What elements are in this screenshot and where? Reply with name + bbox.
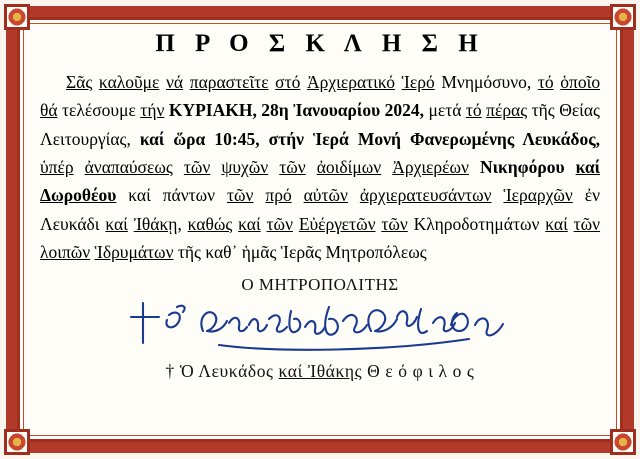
text-run: ἐν Λευκάδι	[40, 185, 601, 234]
signature-area	[40, 297, 600, 359]
text-run	[210, 157, 221, 177]
text-run: τῶν	[279, 157, 306, 178]
text-run: αὐτῶν	[303, 185, 348, 206]
text-run: τῶν	[573, 213, 601, 234]
text-run: πρό	[265, 185, 292, 206]
text-run: καί Ἰθάκης	[278, 361, 363, 382]
corner-ornament-icon	[4, 4, 30, 30]
text-run: † Ὁ Λευκάδος	[165, 361, 279, 382]
handwritten-signature	[125, 297, 515, 355]
text-run: ἀναπαύσεως	[84, 157, 173, 178]
signature-name-line	[40, 361, 600, 382]
text-run: καθώς	[187, 213, 233, 234]
text-run: ὁποῖο	[560, 72, 601, 92]
text-run	[395, 72, 402, 92]
text-run: τό	[537, 72, 554, 92]
text-run	[469, 157, 480, 177]
text-run: καλοῦμε	[98, 72, 160, 92]
text-run: τῶν	[266, 213, 293, 234]
text-run: μετά	[424, 100, 466, 121]
text-run: νά	[166, 72, 184, 92]
text-run: στό	[275, 72, 301, 92]
text-run: καί πάντων	[116, 185, 227, 206]
text-run: Νικηφόρου	[479, 157, 565, 178]
corner-ornament-icon	[610, 4, 636, 30]
text-run	[183, 72, 190, 92]
text-run	[565, 157, 576, 177]
text-run	[292, 185, 304, 205]
metropolitan-label: Ο ΜΗΤΡΟΠΟΛΙΤΗΣ	[241, 275, 399, 295]
text-run: ὑπέρ	[40, 157, 74, 178]
text-run: θά	[40, 100, 58, 121]
text-run: καί	[545, 213, 568, 234]
text-run: Κληροδοτημάτων	[407, 213, 546, 234]
text-run: καί	[105, 213, 128, 234]
text-run: λοιπῶν	[40, 242, 91, 263]
text-run: ἀοιδίμων	[316, 157, 382, 178]
text-run: τήν	[140, 100, 165, 121]
text-run: Ἱερό	[401, 72, 435, 92]
page-title: Π Ρ Ο Σ Κ Λ Η Σ Η	[155, 30, 485, 57]
text-run	[348, 185, 360, 205]
text-run: Ἱδρυμάτων	[94, 242, 174, 263]
text-run	[492, 185, 504, 205]
text-run: Σᾶς	[66, 72, 93, 92]
text-run: τῶν	[183, 157, 211, 178]
text-run: καί Δωροθέου	[40, 157, 601, 206]
text-run	[381, 157, 392, 177]
text-run	[253, 185, 265, 205]
corner-ornament-icon	[610, 429, 636, 455]
text-run: Θ ε ό φ ι λ ο ς	[362, 361, 475, 382]
text-run	[268, 157, 279, 177]
text-run	[74, 157, 85, 177]
invitation-body-paragraph	[40, 68, 600, 266]
text-run: πέρας	[486, 100, 528, 121]
text-run: καί ὥρα 10:45, στήν Ἱερά Μονή Φανερωμένης Λευκάδος,	[139, 128, 600, 149]
text-run: τῆς Θείας Λειτουργίας,	[40, 100, 600, 149]
text-run: Μνημόσυνο,	[434, 72, 538, 92]
text-run: ἀρχιερατευσάντων	[359, 185, 492, 206]
text-run: τελέσουμε	[57, 100, 141, 121]
text-run: Εὐέργετῶν	[298, 213, 376, 234]
text-run: τό	[465, 100, 482, 121]
text-run: καί	[238, 213, 261, 234]
text-run: τῶν	[381, 213, 408, 234]
text-run: παραστεῖτε	[189, 72, 269, 92]
text-run: Ἰθάκῃ,	[133, 213, 182, 234]
text-run: τῶν	[227, 185, 254, 206]
corner-ornament-icon	[4, 429, 30, 455]
text-run	[92, 72, 99, 92]
text-run: Ἱεραρχῶν	[503, 185, 573, 206]
text-run: ΚΥΡΙΑΚΗ, 28η Ἰανουαρίου 2024,	[168, 100, 425, 121]
text-run	[306, 157, 317, 177]
text-run: τῆς καθ᾿ ἡμᾶς Ἱερᾶς Μητροπόλεως	[173, 242, 427, 263]
text-run: Ἀρχιερέων	[392, 157, 469, 178]
text-run	[173, 157, 184, 177]
document-content	[30, 26, 610, 431]
text-run: ψυχῶν	[221, 157, 269, 178]
text-run: Ἀρχιερατικό	[307, 72, 396, 92]
